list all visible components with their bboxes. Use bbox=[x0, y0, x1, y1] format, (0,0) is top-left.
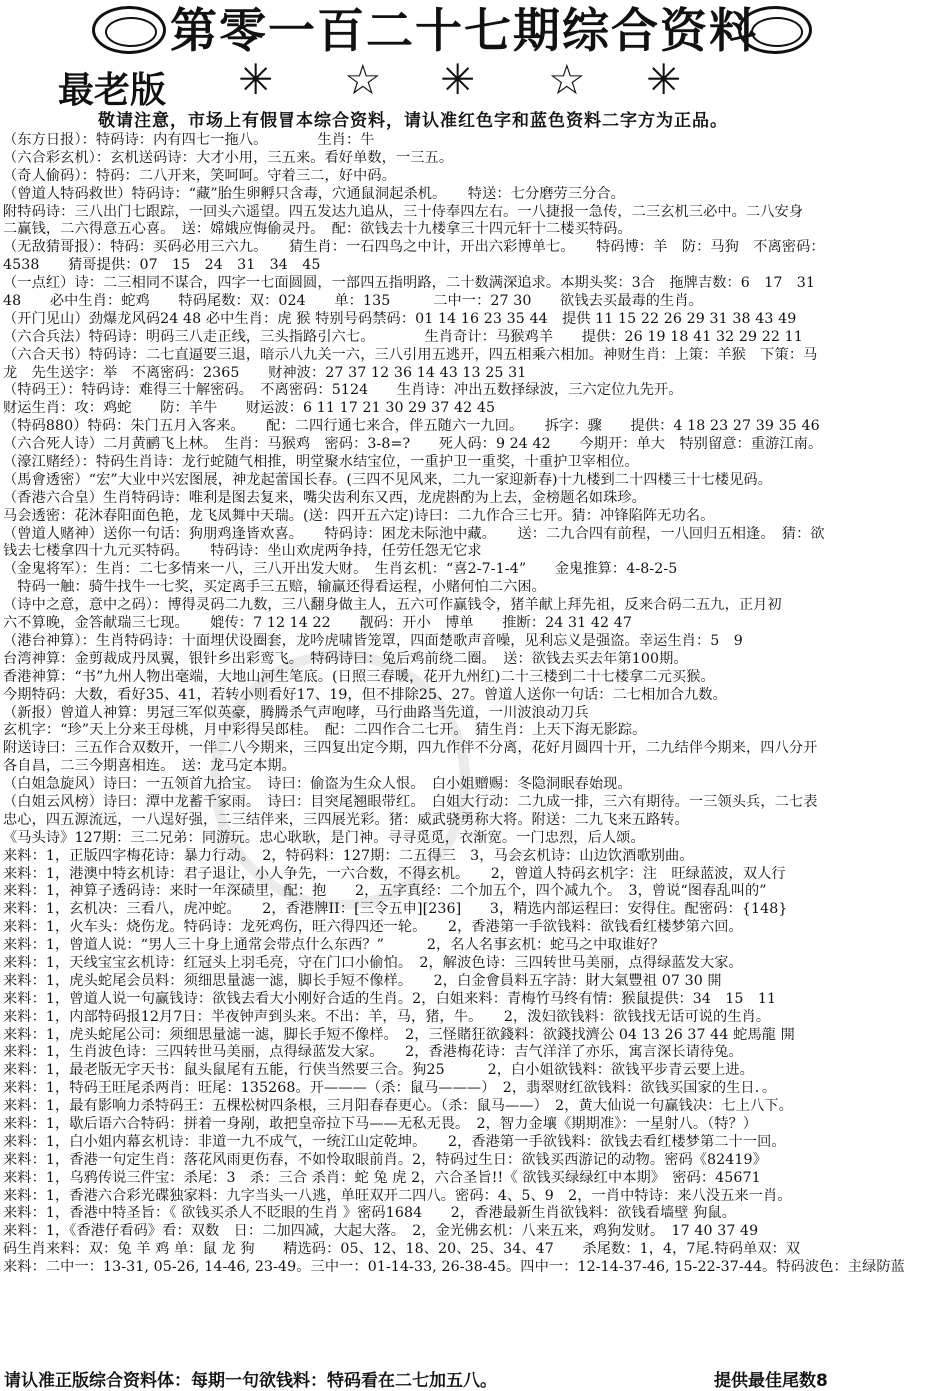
text-line: 48 必中生肖：蛇鸡 特码尾数：双：024 单：135 二中一：27 30 欲钱去买最毒的生肖。 bbox=[3, 293, 703, 310]
text-line: 来料：1，最有影响力杀特码王：五棵松树四条根，三月阳春春更心。（杀：鼠马——） 2，黄大仙说一句赢钱决：七上八下。 bbox=[3, 1098, 793, 1115]
text-line: （东方日报）：特码诗：内有四七一拖八。 生肖：牛 bbox=[3, 132, 375, 148]
text-line: （白姐云风榜）诗曰：潭中龙蓄千家雨。 诗曰：目突尾翘眼带红。 白姐大行动：二九成一排，三六有期待。一三领头兵，二七表 bbox=[3, 793, 818, 810]
text-line: 来料：1，曾道人说一句赢钱诗：欲钱去看大小刚好合适的生肖。2，白姐来料：青梅竹马终有情：猴鼠提供：34 15 11 bbox=[3, 990, 777, 1007]
outline-star-icon: ☆ bbox=[548, 55, 586, 104]
text-line: 来料：1，乌鸦传说三件宝：杀尾：3 杀：三合 杀肖：蛇 兔 虎 2，六合圣旨!!《 欲钱买绿绿红中本期》 密码：45671 bbox=[3, 1169, 761, 1186]
footer-slogan: 请认准正版综合资料体：每期一句欲钱料：特码看在二七加五八。 bbox=[4, 1371, 497, 1391]
text-line: （香港六合皇）生肖特码诗：唯利是图去复来，嘴尖齿利东又西，龙虎斟酌为上去，金榜题名如珠珍。 bbox=[3, 489, 646, 506]
text-line: 来料：1，歇后语六合特码：拼着一身剐，敢把皇帝拉下马——无私无畏。 2，智力金壤《期期准》：一星射八。（特？） bbox=[3, 1115, 758, 1132]
text-line: （六合彩玄机）：玄机送码诗：大才小用，三五来。看好单数，一三五。 bbox=[3, 149, 454, 166]
text-line: 来料：1，玄机决：三看八，虎冲蛇。 2，香港牌II：[三令五申][236] 3，精选内部运程曰：安得住。配密码：{148} bbox=[3, 901, 788, 918]
text-line: （曾道人赌神）送你一句话：狗朋鸡逢皆欢喜。 特码诗：困龙未际池中藏。 送：二九合四有前程，一八回归五相逢。 猜：欲 bbox=[3, 525, 825, 542]
text-line: 香港神算：“书”九州人物出毫端，大地山河生笔底。(日照三春暖，花开九州红)二十三楼到二十七楼拿二元买猴。 bbox=[3, 668, 715, 685]
asterisk-star-icon: ✳ bbox=[440, 55, 476, 104]
text-line: （开门见山）劲爆龙风码24 48 必中生肖：虎 猴 特别号码禁码：01 14 16 23 35 44 提供 11 15 22 26 29 31 38 43 49 bbox=[3, 310, 797, 327]
text-line: （新报）曾道人神算：男冠三军似英豪，腾腾杀气声咆哮，马行曲路当先道，一川波浪动刀兵 bbox=[3, 704, 589, 721]
text-line: 4538 猜哥提供：07 15 24 31 34 45 bbox=[3, 257, 321, 274]
footer-tail-number: 提供最佳尾数8 bbox=[714, 1371, 828, 1391]
seal-icon bbox=[92, 6, 166, 54]
text-line: 来料：1，香港一句定生肖：落花风雨更伤春，不如怜取眼前肖。2，特码过生日：欲钱买西游记的动物。密码《82419》 bbox=[3, 1151, 767, 1168]
text-line: 马会透密：花沐春阳面色艳，龙飞凤舞中天瑞。(送：四开五六定)诗曰：二九作合三七开。猜：冲锋陷阵无功名。 bbox=[3, 507, 715, 524]
text-line: （特码王）：特码诗：难得三十解密码。 不离密码：5124 生肖诗：冲出五数择绿波，三六定位九先开。 bbox=[3, 382, 683, 399]
text-line: 特码一触：骑牛找牛一七奖，买定离手三五赔，输赢还得看运程，小赌何怕二六困。 bbox=[3, 579, 546, 596]
text-line: 来料：1，生肖波色诗：三四转世马美丽，点得绿蓝发大家。 2，香港梅花诗：吉气洋洋了亦乐，寓言深长请待兔。 bbox=[3, 1044, 743, 1061]
seal-icon bbox=[738, 6, 812, 54]
text-line: 来料：1，曾道人说：“男人三十身上通常会带点什么东西？” 2，名人名事玄机：蛇马之中取谁好？ bbox=[3, 937, 665, 954]
text-line: 来料：1，正版四字梅花诗：暴力行动。 2，特码料：127期：二五得三 3，马会玄机诗：山边饮酒歌别曲。 bbox=[3, 847, 694, 864]
text-line: 来料：1，港澳中特玄机诗：君子退让，小人争先，一六合数，不得玄机。 2，曾道人特码玄机字：注 旺绿蓝波，双人行 bbox=[3, 865, 786, 882]
text-line: 来料：1，神算子透码诗：来时一年深碛里，配：抱 2，五字真经：二个加五个，四个减九个。 3，曾说“图春乱叫的” bbox=[3, 883, 767, 900]
asterisk-star-icon: ✳ bbox=[238, 55, 274, 104]
text-line: 来料：1，特码王旺尾杀两肖：旺尾：135268。开———（杀：鼠马———） 2，翡翠财红欲钱料：欲钱买国家的生日．。 bbox=[3, 1080, 777, 1097]
header bbox=[0, 4, 925, 62]
text-line: 来料：1，最老版无字天书：鼠头鼠尾有五能，行侠当然要三合。狗25 2，白小姐欲钱料：欲钱平步青云要上进。 bbox=[3, 1062, 754, 1079]
page-title: 第零一百二十七期综合资料 bbox=[170, 4, 758, 59]
text-line: 来料：1，虎头蛇尾会员料：须细思量滤一滤，脚长手短不像样。 2，白金會員料五字詩：財大氣豐祖 07 30 開 bbox=[3, 972, 722, 989]
text-line: 各自昌，二三今期喜相连。 送：龙马定本期。 bbox=[3, 758, 296, 775]
text-line: 来料：1，虎头蛇尾公司：须细思量滤一滤，脚长手短不像样。 2，三怪賭狂欲錢料：欲錢找濟公 04 13 26 37 44 蛇馬龍 開 bbox=[3, 1026, 795, 1043]
text-line: 《马头诗》127期：三二兄弟：同游玩。忠心耿耿，是门神。寻寻觅觅，衣渐宽。一门忠烈，后人颂。 bbox=[3, 829, 645, 846]
text-line: 附特码诗：三八出门七跟踪，一回头六遥望。四五发达九追从，三十侍奉四左右。一八捷报一急传，二三玄机三必中。二八安身 bbox=[3, 203, 804, 220]
text-line: （港台神算）：生肖特码诗：十面埋伏设圈套，龙吟虎啸皆笼罩，四面楚歌声音噪，见利忘义是强盗。幸运生肖：5 9 bbox=[3, 632, 743, 649]
text-line: （一点红）诗：二三相同不谋合，四字一七面圆圆，一部四五指明路，二十数满深追求。本期头奖：3合 拖牌吉数：6 17 31 bbox=[3, 275, 816, 292]
text-line: （诗中之意，意中之码）：博得灵码二九数，三八翻身做主人，五六可作赢钱令，猪羊献上拜先祖，反来合码二五九，正月初 bbox=[3, 597, 782, 614]
text-line: （特码880）特码：朱门五月入客来。 配：二四行通七来合，伴五随六一九回。 拆字：骤 提供：4 18 23 27 39 35 46 bbox=[3, 418, 820, 435]
text-line: （白姐急旋风）诗曰：一五领首九拾宝。 诗曰：偷盗为生众人恨。 白小姐赠赐：冬隐洞眠春始现。 bbox=[3, 776, 632, 793]
text-line: 来料：1，内部特码报12月7日：半夜钟声到头来。不出：羊，马，猪，牛。 2，泼妇欲钱料：欲钱找无话可说的生肖。 bbox=[3, 1008, 771, 1025]
text-line: 龙 先生送字：举 不离密码：2365 财神波：27 37 12 36 14 43 13 25 31 bbox=[3, 364, 527, 381]
text-line: 来料：1，火车头：烧伤龙。特码诗：龙死鸡伤，旺六得四还一轮。 2，香港第一手欲钱料：欲钱看红楼梦第六回。 bbox=[3, 919, 743, 936]
edition-row bbox=[0, 55, 925, 111]
text-line: 来料：二中一：13-31, 05-26, 14-46, 23-49。三中一：01-14-33, 26-38-45。四中一：12-14-37-46, 15-22-37-44。特码波色：主绿防蓝 bbox=[3, 1259, 905, 1276]
text-line: 今期特码：大数，看好35、41，若转小则看好17、19，但不排除25、27。曾道人送你一句话：二七相加合九数。 bbox=[3, 686, 727, 703]
edition-label: 最老版 bbox=[58, 70, 167, 111]
text-line: 六不算晚，金答献瑞三七现。 媲传：7 12 14 22 靓码：开小 博单 推断：24 31 42 47 bbox=[3, 615, 632, 632]
notice-text: 敬请注意，市场上有假冒本综合资料，请认准红色字和蓝色资料二字方为正品。 bbox=[98, 111, 728, 131]
footer bbox=[0, 1366, 925, 1390]
text-line: 玄机字：“珍”天上分来王母桃，月中彩得吴郎桂。 配：二四作合二七开。 猜生肖：上天下海无影踪。 bbox=[3, 722, 647, 739]
text-line: 来料：1，《香港仔看码》看：双数 日：二加四减，大起大落。 2，金光佛玄机：八来五来，鸡狗发财。 17 40 37 49 bbox=[3, 1223, 759, 1240]
text-line: 来料：1，天线宝宝玄机诗：红冠头上羽毛亮，守在门口小偷怕。 2，解波色诗：三四转世马美丽，点得绿蓝发大家。 bbox=[3, 954, 743, 971]
text-line: 附送诗曰：三五作合双数开，一伴二八今期来，三四复出定今期，四九作伴不分离，花好月圆四十开，二九结伴今期来，四八分开 bbox=[3, 740, 818, 757]
asterisk-star-icon: ✳ bbox=[646, 55, 682, 104]
text-line: 来料：1，白小姐内幕玄机诗：非道一九不成气，一统江山定乾坤。 2，香港第一手欲钱料：欲钱去看红楼梦第二十一回。 bbox=[3, 1133, 786, 1150]
content-lines bbox=[3, 132, 923, 1277]
text-line: 钱去七楼拿四十九元买特码。 特码诗：坐山欢虎两争持，任劳任怨无它求 bbox=[3, 543, 482, 560]
text-line: 二赢钱，二六得意五心喜。 送：嫦娥应悔偷灵丹。 配：欲钱去十九楼拿三十四元轩十二楼买特码。 bbox=[3, 221, 632, 238]
text-line: （曾道人特码救世）特码诗：“藏”胎生卵孵只含毒，穴通鼠洞起杀机。 特送：七分磨劳三分合。 bbox=[3, 185, 625, 202]
outline-star-icon: ☆ bbox=[344, 55, 382, 104]
text-line: 忠心，四五源流远，一八逞好强，二三结伴来，三四展光彩。猪：威武骁勇称大将。附送：二九飞来五路转。 bbox=[3, 811, 689, 828]
text-line: 来料：1，香港六合彩光碟独家料：九字当头一八逃，单旺双开二四八。密码：4、5、9 2，一肖中特诗：来八没五来一肖。 bbox=[3, 1187, 792, 1204]
text-line: （馬會透密）“宏”大业中兴宏图展，神龙起蕾国长春。(三四不见风来，二九一家迎新春)十九楼到二十四楼三十七楼见码。 bbox=[3, 471, 772, 488]
text-line: 来料：1，香港中特圣旨：《 欲钱买杀人不眨眼的生肖 》密码1684 2，香港最新生肖欲钱料：欲钱看墙壁 狗鼠。 bbox=[3, 1205, 737, 1222]
text-line: （六合死人诗）二月黄鹂飞上林。 生肖：马猴鸡 密码：3-8=? 死人码：9 24 42 今期开：单大 特别留意：重游江南。 bbox=[3, 436, 823, 453]
text-line: （金鬼将军）：生肖：二七多情来一八，三八开出发大财。 生肖玄机：“喜2-7-1-4” 金鬼推算：4-8-2-5 bbox=[3, 561, 678, 578]
text-line: （六合兵法）特码诗：明码三八走正线，三头指路引六七。 生肖奇计：马猴鸡羊 提供：26 19 18 41 32 29 22 11 bbox=[3, 328, 803, 345]
text-line: （无敌猜哥报）：特码：买码必用三六九。 猜生肖：一石四鸟之中计，开出六彩博单七。 特码博：羊 防：马狗 不离密码： bbox=[3, 239, 825, 256]
text-line: 财运生肖：攻：鸡蛇 防：羊牛 财运波：6 11 17 21 30 29 37 42 45 bbox=[3, 400, 496, 417]
text-line: 码生肖来料：双：兔 羊 鸡 单：鼠 龙 狗 精选码：05、12、18、20、25、34、47 杀尾数：1，4，7尾.特码单双：双 bbox=[3, 1241, 801, 1258]
text-line: （六合天书）特码诗：二七直逼要三退，暗示八九关一六，三八引用五逃开，四五相乘六相加。神财生肖：上策：羊猴 下策：马 bbox=[3, 346, 818, 363]
text-line: （奇人偷码）：特码：二八开来，笑呵呵。守着三二，好中码。 bbox=[3, 167, 396, 184]
text-line: 台湾神算：金剪裁成丹凤翼，银针乡出彩鸾飞。 特码诗曰：兔后鸡前绕二圈。 送：欲钱去买去年第100期。 bbox=[3, 650, 688, 667]
text-line: （濠江赌经）：特码生肖诗：龙行蛇随气相推，明堂聚水结宝位，一重护卫一重奖，十重护卫宰相位。 bbox=[3, 454, 639, 471]
